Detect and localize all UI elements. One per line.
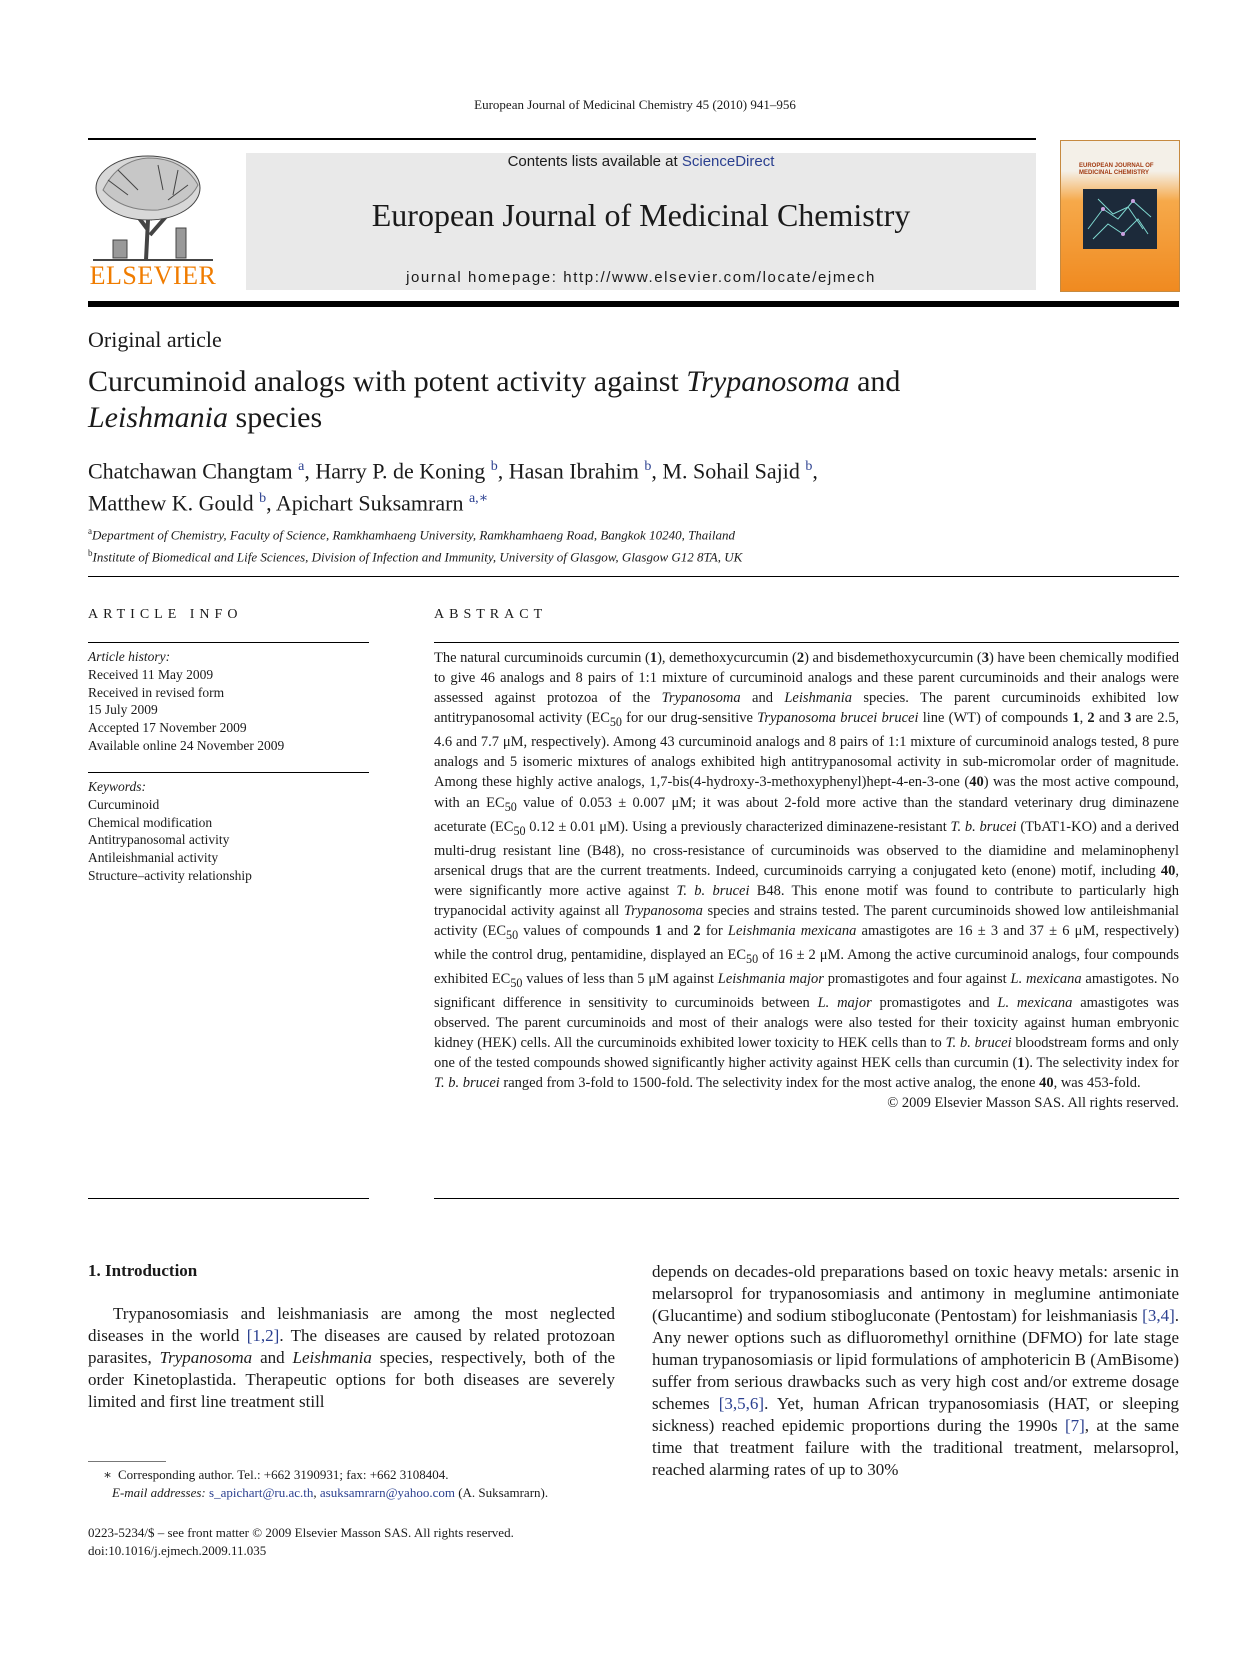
- introduction-column-2: depends on decades-old preparations based on toxic heavy metals: arsenic in melarsoprol for trypanosomiasis and antimony in meglumine antimoniate (Glucantime) and sodium stibogluconate (Pentostam) for leishmaniasis [3,4]. Any newer options such as difluoromethyl ornithine (DFMO) for late stage human trypanosomiasis or lipid formulations of amphotericin B (AmBisome) suffer from serious drawbacks such as very high cost and/or extreme dosage schemes [3,5,6]. Yet, human African trypanosomiasis (HAT, or sleeping sickness) reached epidemic proportions during the 1990s [7], at the same time that treatment failure with the traditional treatment, melarsoprol, reached alarming rates of up to 30%: [652, 1262, 1180, 1479]
- footnote-rule: [88, 1461, 166, 1462]
- top-rule: [88, 138, 1036, 140]
- keywords-label: Keywords:: [88, 779, 146, 794]
- history-item: Received in revised form: [88, 684, 225, 700]
- footnote: [88, 1466, 628, 1502]
- title-genus-trypanosoma: Trypanosoma: [686, 365, 850, 398]
- history-item: Available online 24 November 2009: [88, 737, 285, 753]
- keyword: Structure–activity relationship: [88, 867, 252, 883]
- journal-homepage[interactable]: journal homepage: http://www.elsevier.com/locate/ejmech: [406, 269, 876, 286]
- author-name[interactable]: Apichart Suksamrarn: [275, 490, 464, 516]
- author-name[interactable]: Chatchawan Changtam: [88, 458, 293, 484]
- affiliation-b: [88, 544, 1088, 566]
- elsevier-wordmark: ELSEVIER: [89, 261, 217, 290]
- title-text: Curcuminoid analogs with potent activity against: [88, 365, 687, 398]
- keyword: Curcuminoid: [88, 796, 160, 812]
- article-history: [88, 648, 369, 755]
- author-affiliation-mark: a: [298, 459, 305, 474]
- affiliation-key: a: [88, 526, 92, 536]
- cover-molecule-art: [1083, 189, 1157, 249]
- email-link[interactable]: s_apichart@ru.ac.th: [209, 1485, 314, 1500]
- corresponding-author-note: [88, 1466, 628, 1484]
- journal-name: European Journal of Medicinal Chemistry: [371, 197, 911, 233]
- abstract-copyright: © 2009 Elsevier Masson SAS. All rights reserved.: [887, 1095, 1179, 1112]
- author-name[interactable]: M. Sohail Sajid: [662, 458, 800, 484]
- abstract-paragraph: The natural curcuminoids curcumin (1), demethoxycurcumin (2) and bisdemethoxycurcumin (3) have been chemically modified to give 46 analogs and 8 pairs of 1:1 mixture of curcuminoid analogs and these parent curcuminoids and their analogs were assessed against protozoa of the Trypanosoma and Leishmania species. The parent curcuminoids exhibited low antitrypanosomal activity ($EC_{50}$ for our drug-sensitive Trypanosoma brucei brucei line (WT) of compounds 1, 2 and 3 are 2.5, 4.6 and 7.7 μM, respectively). Among 43 curcuminoid analogs and 8 pairs of 1:1 mixture of curcuminoid analogs tested, 8 pure analogs and 5 isomeric mixtures of analogs exhibited high antitrypanosomal activity in sub-micromolar order of magnitude. Among these highly active analogs, 1,7-bis(4-hydroxy-3-methoxyphenyl)hept-4-en-3-one (40) was the most active compound, with an $EC_{50}$ value of 0.053 ± 0.007 μM; it was about 2-fold more active than the standard veterinary drug diminazene aceturate ($EC_{50}$ 0.12 ± 0.01 μM). Using a previously characterized diminazene-resistant T. b. brucei (TbAT1-KO) and a derived multi-drug resistant line (B48), no cross-resistance of curcuminoids was observed to the diamidine and melaminophenyl arsenical drugs that are the current treatments. Indeed, curcuminoids carrying a conjugated keto (enone) motif, including 40, were significantly more active against T. b. brucei B48. This enone motif was found to contribute to particularly high trypanocidal activity against all Trypanosoma species and strains tested. The parent curcuminoids showed low antileishmanial activity ($EC_{50}$ values of compounds 1 and 2 for Leishmania mexicana amastigotes are 16 ± 3 and 37 ± 6 μM, respectively) while the control drug, pentamidine, displayed an $EC_{50}$ of 16 ± 2 μM. Among the active curcuminoid analogs, four compounds exhibited $EC_{50}$ values of less than 5 μM against Leishmania major promastigotes and four against L. mexicana amastigotes. No significant difference in sensitivity to curcuminoids between L. major promastigotes and L. mexicana amastigotes was observed. The parent curcuminoids and most of their analogs were also tested for their toxicity against human embryonic kidney (HEK) cells. All the curcuminoids exhibited lower toxicity to HEK cells than to T. b. brucei bloodstream forms and only one of the tested compounds showed significantly higher activity against HEK cells than curcumin (1). The selectivity index for T. b. brucei ranged from 3-fold to 1500-fold. The selectivity index for the most active analog, the enone 40, was 453-fold.: [434, 650, 1180, 1092]
- asterisk-mark: ∗: [103, 1467, 112, 1482]
- history-item: Received 11 May 2009: [88, 666, 214, 682]
- title-text: species: [228, 401, 323, 434]
- issn-line: 0223-5234/$ – see front matter © 2009 Elsevier Masson SAS. All rights reserved.: [88, 1525, 514, 1540]
- keyword: Chemical modification: [88, 814, 213, 830]
- keyword: Antileishmanial activity: [88, 850, 219, 866]
- contents-line: [246, 153, 1036, 170]
- citation-link[interactable]: [3,5,6]: [718, 1394, 765, 1413]
- journal-cover-image: [1060, 140, 1180, 292]
- citation-link[interactable]: [7]: [1064, 1416, 1085, 1435]
- article-info-heading: ARTICLE INFO: [88, 607, 243, 622]
- citation-link[interactable]: [1,2]: [246, 1326, 280, 1345]
- affiliation-key: b: [88, 548, 93, 559]
- doi-line[interactable]: doi:10.1016/j.ejmech.2009.11.035: [88, 1543, 267, 1558]
- title-genus-leishmania: Leishmania: [88, 401, 229, 434]
- journal-banner: [246, 153, 1036, 290]
- article-type: Original article: [88, 327, 222, 352]
- email-link[interactable]: asuksamrarn@yahoo.com: [319, 1485, 455, 1500]
- corresponding-text: Corresponding author. Tel.: +662 3190931; fax: +662 3108404.: [118, 1467, 449, 1482]
- sciencedirect-link[interactable]: ScienceDirect: [681, 153, 775, 170]
- divider: [88, 772, 369, 773]
- author-affiliation-mark: a,∗: [468, 491, 489, 507]
- divider: [88, 1198, 369, 1199]
- issn-doi: [88, 1524, 628, 1560]
- journal-reference: European Journal of Medicinal Chemistry 45 (2010) 941–956: [474, 97, 796, 112]
- author-name[interactable]: Matthew K. Gould: [88, 490, 254, 516]
- keywords: [88, 778, 369, 885]
- history-item: Accepted 17 November 2009: [88, 720, 247, 736]
- email-label: E-mail addresses:: [112, 1485, 206, 1500]
- divider: [434, 642, 1179, 643]
- email-suffix: (A. Suksamrarn).: [458, 1485, 549, 1500]
- divider: [88, 576, 1179, 577]
- author-name[interactable]: Harry P. de Koning: [315, 458, 486, 484]
- affiliations: [88, 522, 1088, 567]
- elsevier-logo: [88, 150, 218, 293]
- author-affiliation-mark: b: [259, 491, 267, 507]
- abstract-body: [434, 648, 1179, 1113]
- divider: [88, 642, 369, 643]
- divider: [434, 1198, 1179, 1199]
- history-label: Article history:: [88, 649, 171, 664]
- article-title: [88, 364, 1088, 436]
- contents-prefix: Contents lists available at: [507, 153, 682, 170]
- header-thick-rule: [88, 301, 1179, 307]
- author-affiliation-mark: b: [490, 459, 498, 474]
- history-item: 15 July 2009: [88, 702, 158, 718]
- title-text: and: [849, 365, 901, 398]
- author-affiliation-mark: b: [805, 459, 813, 474]
- introduction-column-1: Trypanosomiasis and leishmaniasis are among the most neglected diseases in the world [1,2]. The diseases are caused by related protozoan parasites, Trypanosoma and Leishmania species, respectively, both of the order Kinetoplastida. Therapeutic options for both diseases are severely limited and first line treatment still: [88, 1304, 616, 1411]
- abstract-heading: ABSTRACT: [434, 607, 548, 622]
- author-name[interactable]: Hasan Ibrahim: [508, 458, 639, 484]
- author-list: Chatchawan Changtam $^a$, Harry P. de Koning $^b$, Hasan Ibrahim $^b$, M. Sohail Sajid $^b$, Matthew K. Gould $^b$, Apichart Suksamrarn $^{a,∗}$: [88, 458, 818, 516]
- keyword: Antitrypanosomal activity: [88, 832, 230, 848]
- author-affiliation-mark: b: [644, 459, 652, 474]
- affiliation-text: Department of Chemistry, Faculty of Science, Ramkhamhaeng University, Ramkhamhaeng Road, Bangkok 10240, Thailand: [92, 527, 736, 543]
- tree-icon: [88, 150, 218, 262]
- cover-title: EUROPEAN JOURNAL OF MEDICINAL CHEMISTRY: [1079, 163, 1154, 176]
- affiliation-text: Institute of Biomedical and Life Sciences, Division of Infection and Immunity, University of Glasgow, Glasgow G12 8TA, UK: [92, 549, 743, 565]
- affiliation-a: [88, 522, 1088, 544]
- citation-link[interactable]: [3,4]: [1142, 1306, 1175, 1325]
- email-line: E-mail addresses: s_apichart@ru.ac.th, asuksamrarn@yahoo.com (A. Suksamrarn).: [112, 1485, 549, 1500]
- introduction-heading: 1. Introduction: [88, 1261, 198, 1280]
